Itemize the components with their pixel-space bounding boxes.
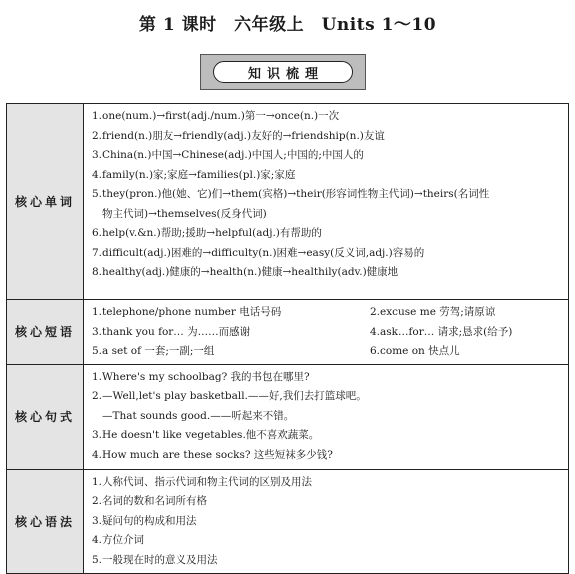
list-item: 3.He doesn't like vegetables.他不喜欢蔬菜。 xyxy=(92,429,320,441)
list-item: 2.—Well,let's play basketball.——好,我们去打篮球吧。 xyxy=(92,390,367,402)
banner-label: 知识梳理 xyxy=(213,61,353,83)
list-item: 1.telephone/phone number 电话号码 xyxy=(92,306,282,318)
list-item: 4.How much are these socks? 这些短袜多少钱? xyxy=(92,448,333,461)
list-item: 4.方位介词 xyxy=(92,534,145,546)
list-item: 6.help(v.&n.)帮助;援助→helpful(adj.)有帮助的 xyxy=(92,227,322,239)
row-label-grammar: 核心语法 xyxy=(7,469,84,573)
knowledge-table xyxy=(6,103,569,574)
row-label-sentences: 核心句式 xyxy=(7,364,84,469)
list-item: 5.a set of 一套;一副;一组 xyxy=(92,345,215,357)
list-item: 1.Where's my schoolbag? 我的书包在哪里? xyxy=(92,370,310,383)
vocab-list xyxy=(84,104,569,300)
table-row xyxy=(7,104,569,300)
section-banner xyxy=(200,54,366,90)
phrases-list xyxy=(84,300,569,365)
list-item: 3.thank you for… 为……而感谢 xyxy=(92,325,251,338)
row-label-vocab: 核心单词 xyxy=(7,104,84,300)
list-item: 2.excuse me 劳驾;请原谅 xyxy=(370,306,496,318)
list-item: —That sounds good.——听起来不错。 xyxy=(102,409,295,422)
list-item: 7.difficult(adj.)困难的→difficulty(n.)困难→easy(反义词,adj.)容易的 xyxy=(92,246,425,259)
grammar-list xyxy=(84,469,569,573)
list-item: 3.疑问句的构成和用法 xyxy=(92,514,197,527)
table-row xyxy=(7,300,569,365)
list-item: 5.一般现在时的意义及用法 xyxy=(92,553,218,566)
list-item: 6.come on 快点儿 xyxy=(370,345,460,357)
list-item: 1.人称代词、指示代词和物主代词的区别及用法 xyxy=(92,475,313,488)
list-item: 物主代词)→themselves(反身代词) xyxy=(102,207,267,220)
table-row xyxy=(7,364,569,469)
list-item: 1.one(num.)→first(adj./num.)第一→once(n.)一次 xyxy=(92,110,340,122)
list-item: 2.friend(n.)朋友→friendly(adj.)友好的→friendship(n.)友谊 xyxy=(92,129,385,142)
row-label-phrases: 核心短语 xyxy=(7,300,84,365)
list-item: 3.China(n.)中国→Chinese(adj.)中国人;中国的;中国人的 xyxy=(92,149,364,161)
list-item: 8.healthy(adj.)健康的→health(n.)健康→healthily(adv.)健康地 xyxy=(92,266,399,278)
list-item: 4.ask…for… 请求;恳求(给予) xyxy=(370,325,513,338)
sentences-list xyxy=(84,364,569,469)
table-row xyxy=(7,469,569,573)
list-item: 5.they(pron.)他(她、它)们→them(宾格)→their(形容词性物主代词)→theirs(名词性 xyxy=(92,188,490,200)
list-item: 4.family(n.)家;家庭→families(pl.)家;家庭 xyxy=(92,168,296,181)
page-title: 第 1 课时 六年级上 Units 1～10 xyxy=(138,15,437,35)
list-item: 2.名词的数和名词所有格 xyxy=(92,495,208,507)
